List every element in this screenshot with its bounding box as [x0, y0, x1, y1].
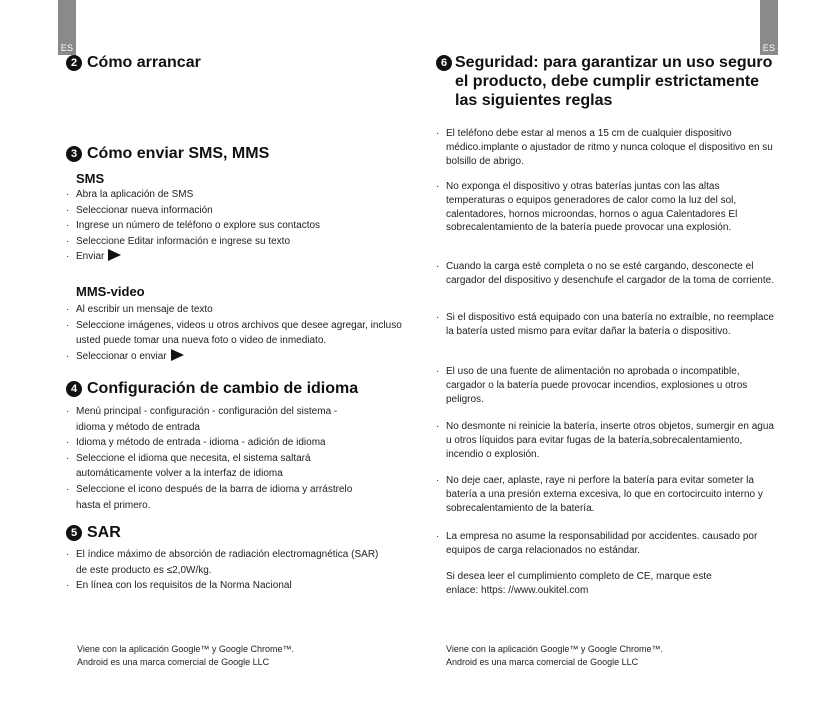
- safety-item-7: · No deje caer, aplaste, raye ni perfore la batería para evitar someter la batería a una presión externa excesiva, lo que en cortocircuito interno y sobrecalentamiento de la batería.: [436, 475, 763, 514]
- list-item: · Seleccione Editar información e ingrese su texto: [66, 234, 406, 250]
- sms-list: [66, 187, 406, 265]
- section-4-title: 4 Configuración de cambio de idioma: [66, 379, 358, 398]
- list-item: · Seleccionar o enviar: [66, 349, 408, 365]
- mms-subtitle: MMS-video: [76, 284, 145, 299]
- footer-note: Viene con la aplicación Google™ y Google Chrome™. Android es una marca comercial de Google LLC: [77, 644, 294, 667]
- sar-list: [66, 547, 386, 594]
- list-item: · Enviar: [66, 249, 406, 265]
- section-5-title: 5 SAR: [66, 523, 121, 542]
- list-item: · Seleccione imágenes, videos u otros archivos que desee agregar, incluso usted puede tomar una nueva foto o video de inmediato.: [66, 318, 408, 349]
- safety-item-3: · Cuando la carga esté completa o no se esté cargando, desconecte el cargador del dispositivo y desenchufe el cargador de la toma de corriente.: [436, 261, 774, 286]
- list-item: · El índice máximo de absorción de radiación electromagnética (SAR) de este producto es ≤2,0W/kg.: [66, 547, 386, 578]
- ce-note: Si desea leer el cumplimiento completo de CE, marque este enlace: https: //www.oukitel.com: [446, 571, 712, 596]
- mms-list: [66, 302, 408, 364]
- language-tab: ES: [760, 0, 778, 55]
- language-tab: ES: [58, 0, 76, 55]
- language-list: [66, 404, 366, 513]
- list-item: · Idioma y método de entrada - idioma - adición de idioma: [66, 435, 366, 451]
- safety-item-4: · Si el dispositivo está equipado con una batería no extraíble, no reemplace la batería usted mismo para evitar dañar la batería o dispositivo.: [436, 312, 774, 337]
- send-arrow-icon: [171, 349, 184, 361]
- list-item: · Menú principal - configuración - configuración del sistema - idioma y método de entrada: [66, 404, 366, 435]
- section-2-title: 2 Cómo arrancar: [66, 53, 201, 72]
- section-6-title: 6 Seguridad: para garantizar un uso seguro el producto, debe cumplir estrictamente las siguientes reglas: [436, 53, 781, 110]
- sms-subtitle: SMS: [76, 171, 105, 186]
- footer-note: Viene con la aplicación Google™ y Google Chrome™. Android es una marca comercial de Google LLC: [446, 644, 663, 667]
- list-item: · Seleccione el idioma que necesita, el sistema saltará automáticamente volver a la interfaz de idioma: [66, 451, 366, 482]
- safety-item-8: · La empresa no asume la responsabilidad por accidentes. causado por equipos de carga relacionados no estándar.: [436, 531, 758, 556]
- section-3-title: 3 Cómo enviar SMS, MMS: [66, 144, 269, 163]
- list-item: · Al escribir un mensaje de texto: [66, 302, 408, 318]
- list-item: · En línea con los requisitos de la Norma Nacional: [66, 578, 386, 594]
- list-item: · Abra la aplicación de SMS: [66, 187, 406, 203]
- list-item: · Seleccione el icono después de la barra de idioma y arrástrelo hasta el primero.: [66, 482, 366, 513]
- list-item: · Ingrese un número de teléfono o explore sus contactos: [66, 218, 406, 234]
- send-arrow-icon: [108, 249, 121, 261]
- safety-item-6: · No desmonte ni reinicie la batería, inserte otros objetos, sumergir en agua u otros líquidos para evitar fugas de la batería,sobrecalentamiento, incendio o explosión.: [436, 421, 774, 460]
- list-item: · Seleccionar nueva información: [66, 203, 406, 219]
- safety-item-5: · El uso de una fuente de alimentación no aprobada o incompatible, cargador o la batería puede provocar incendios, explosiones u otros peligros.: [436, 366, 748, 405]
- safety-item-1: · El teléfono debe estar al menos a 15 cm de cualquier dispositivo médico.implante o ajustador de ritmo y nunca coloque el dispositivo en su bolsillo de abrigo.: [436, 128, 773, 167]
- safety-item-2: · No exponga el dispositivo y otras baterías juntas con las altas temperaturas o equipos generadores de calor como la luz del sol, calentadores, hornos microondas, hornos o agua Calentadores El sobrecalentamiento de la batería puede provocar una explosión.: [436, 181, 738, 234]
